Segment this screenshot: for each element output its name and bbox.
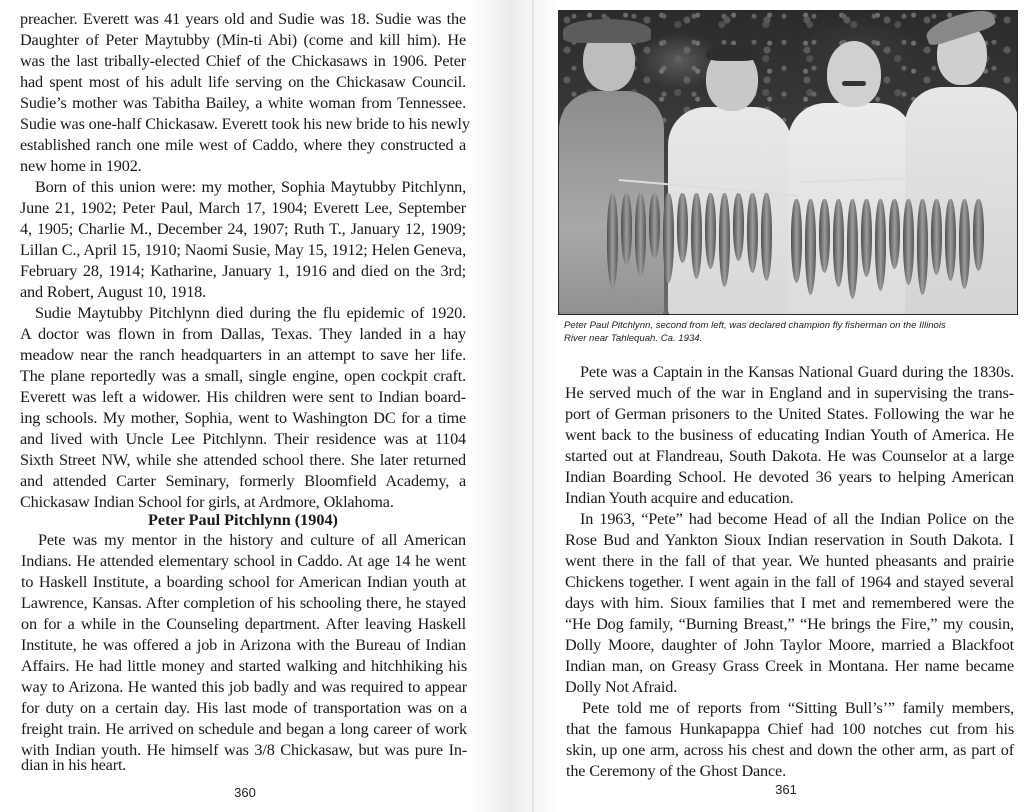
text-line: Sudie was one-half Chickasaw. Everett took his new bride to his newly (20, 115, 470, 133)
fish-string-right (791, 199, 984, 299)
text-line: Sixth Street NW, while she attended school there. She later returned (20, 451, 466, 469)
text-line: was the last tribally-elected Chief of the Chickasaws in 1906. Peter (20, 52, 466, 70)
text-line: Sudie’s mother was Tabitha Bailey, a white woman from Tennessee. (20, 94, 466, 112)
text-line: to Haskell Institute, a boarding school for American Indian youth at (21, 573, 466, 591)
text-line: Pete was my mentor in the history and culture of all American (38, 531, 466, 549)
page-gutter (470, 0, 562, 812)
text-line: A doctor was flown in from Dallas, Texas. They landed in a hay (20, 325, 466, 343)
text-line: February 28, 1914; Katharine, January 1, 1916 and died on the 3rd; (20, 262, 466, 280)
text-line: Rose Bud and Yankton Sioux Indian reservation in South Dakota. I (565, 531, 1014, 549)
text-line: and lived with Uncle Lee Pitchlynn. Their residence was at 1104 (20, 430, 466, 448)
page-gutter-edge (532, 0, 534, 812)
text-line: freight train. He arrived on schedule and began a long career of work (21, 720, 467, 738)
text-line: skin, up one arm, across his chest and down the other arm, as part of (566, 741, 1014, 759)
text-line: Born of this union were: my mother, Sophia Maytubby Pitchlynn, (35, 178, 466, 196)
text-line: with Indian youth. He himself was 3/8 Chickasaw, but was pure In- (21, 741, 467, 759)
photo-caption-line: Peter Paul Pitchlynn, second from left, was declared champion fly fisherman on the Illinois (564, 320, 946, 331)
text-line: “He Dog family, “Burning Breast,” “He brings the Fire,” my cousin, (565, 615, 1014, 633)
text-line: for duty on a certain day. His last mode of transportation was on a (21, 699, 467, 717)
section-heading: Peter Paul Pitchlynn (1904) (148, 511, 338, 529)
text-line: Sudie Maytubby Pitchlynn died during the flu epidemic of 1920. (35, 304, 466, 322)
text-line: went back to the business of educating Indian Youth of America. He (565, 426, 1014, 444)
text-line: preacher. Everett was 41 years old and Sudie was 18. Sudie was the (20, 10, 466, 28)
text-line: 4, 1905; Charlie M., December 24, 1907; Ruth T., January 12, 1909; (20, 220, 466, 238)
text-line: Daughter of Peter Maytubby (Min-ti Abi) (come and kill him). He (20, 31, 466, 49)
text-line: had spent most of his adult life serving on the Chickasaw Council. (20, 73, 466, 91)
text-line: Dolly Moore, daughter of John Taylor Moore, married a Blackfoot (565, 636, 1014, 654)
fishing-photo (558, 10, 1018, 315)
text-line: Indian Youth acquire and education. (565, 489, 794, 507)
text-line: meadow near the ranch headquarters in an attempt to save her life. (20, 346, 466, 364)
text-line: He served much of the war in England and in supervising the trans- (565, 384, 1014, 402)
text-line: and Robert, August 10, 1918. (20, 283, 206, 301)
text-line: days with him. Sioux families that I met and remembered were the (565, 594, 1014, 612)
text-line: on for a while in the Counseling department. After leaving Haskell (21, 615, 466, 633)
text-line: Indian Boarding School. He devoted 36 years to helping American (565, 468, 1014, 486)
text-line: ing schools. My mother, Sophia, went to Washington DC for a time (20, 409, 466, 427)
text-line: The plane reportedly was a small, single engine, open cockpit craft. (20, 367, 466, 385)
text-line: the Ceremony of the Ghost Dance. (566, 762, 786, 780)
text-line: established ranch one mile west of Caddo, where they constructed a (20, 136, 466, 154)
text-line: Indians. He attended elementary school in Caddo. At age 14 he went (21, 552, 466, 570)
text-line: new home in 1902. (20, 157, 142, 175)
photo-caption-line: River near Tahlequah. Ca. 1934. (564, 333, 703, 344)
text-line: Everett was left a widower. His children were sent to Indian board- (20, 388, 466, 406)
page-number: 361 (775, 782, 797, 797)
text-line: started out at Flandreau, South Dakota. He was Counselor at a large (565, 447, 1014, 465)
fish-string-left (607, 193, 772, 289)
text-line: Affairs. He had little money and started walking and hitchhiking his (21, 657, 467, 675)
text-line: Chickens together. I went again in the fall of 1964 and stayed several (565, 573, 1014, 591)
text-line: and attended Carter Seminary, formerly Bloomfield Academy, a (20, 472, 466, 490)
text-line: way to Arizona. He wanted this job badly and was required to appear (21, 678, 467, 696)
text-line: Lillan C., April 15, 1910; Naomi Susie, May 15, 1912; Helen Geneva, (20, 241, 466, 259)
text-line: Dolly Not Afraid. (565, 678, 678, 696)
text-line: Pete told me of reports from “Sitting Bull’s’” family members, (582, 699, 1014, 717)
text-line: In 1963, “Pete” had become Head of all the Indian Police on the (580, 510, 1014, 528)
text-line: Lawrence, Kansas. After completion of his schooling there, he stayed (21, 594, 466, 612)
text-line: June 21, 1902; Peter Paul, March 17, 1904; Everett Lee, September (20, 199, 466, 217)
text-line: port of German prisoners to the United States. Following the war he (565, 405, 1014, 423)
text-line: Institute, he was offered a job in Arizona with the Bureau of Indian (21, 636, 466, 654)
text-line: went there in the fall of that year. We hunted pheasants and prairie (565, 552, 1014, 570)
text-line: dian in his heart. (21, 756, 127, 774)
text-line: Indian man, on Greasy Grass Creek in Montana. Her name became (565, 657, 1014, 675)
text-line: Pete was a Captain in the Kansas National Guard during the 1830s. (580, 363, 1014, 381)
text-line: that the famous Hunkapappa Chief had 100 notches cut from his (566, 720, 1014, 738)
text-line: Chickasaw Indian School for girls, at Ardmore, Oklahoma. (20, 493, 394, 511)
page-number: 360 (234, 785, 256, 800)
